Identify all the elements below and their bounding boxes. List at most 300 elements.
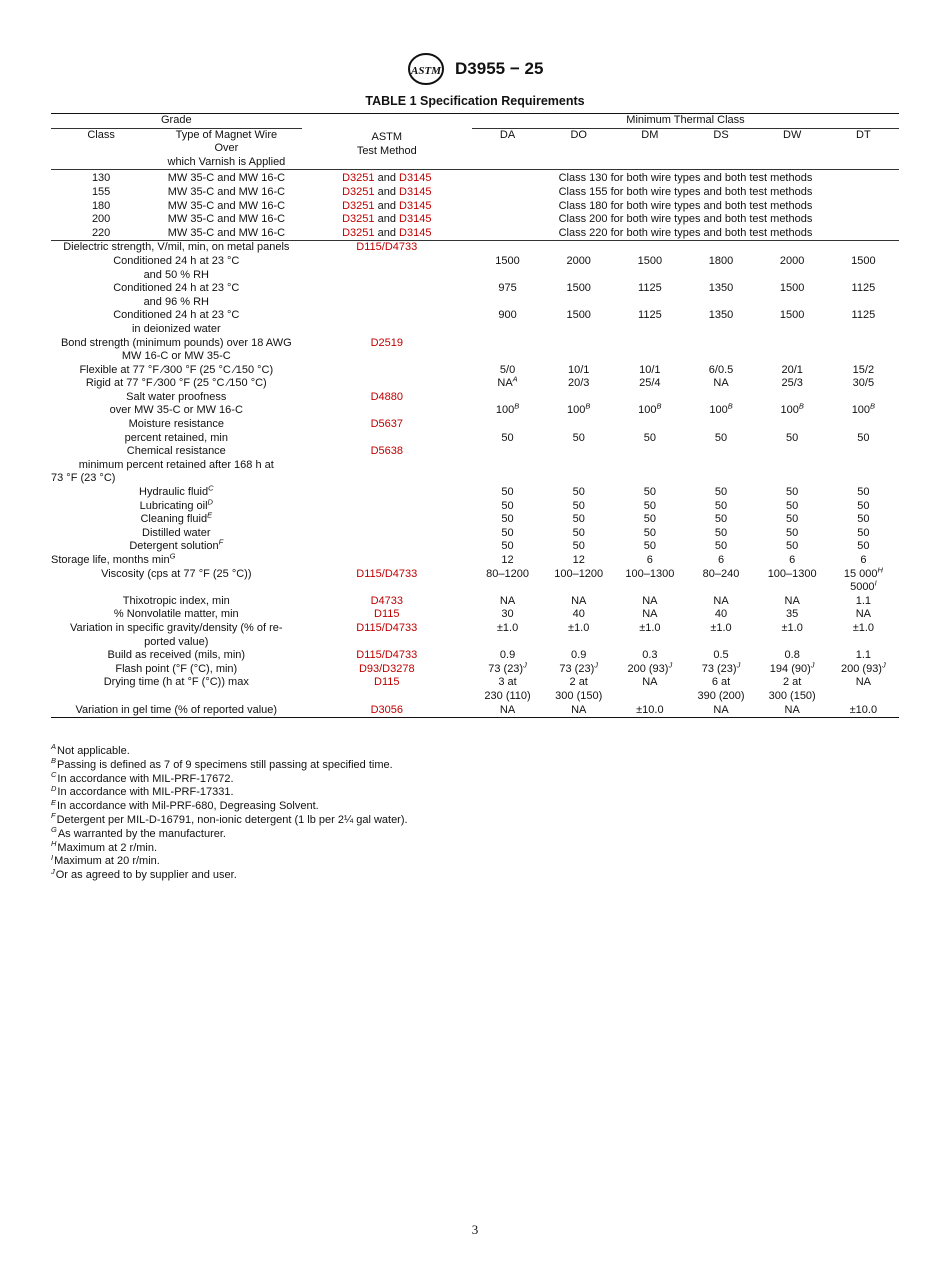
- property-label: [51, 255, 302, 282]
- value-cell: 100–1300: [767, 567, 817, 580]
- method-link[interactable]: D3145: [399, 213, 432, 226]
- value-cell: 1500: [779, 282, 805, 295]
- value-cell: 40: [714, 608, 728, 621]
- method-link[interactable]: D3251: [342, 185, 375, 198]
- value-text: 200 (93): [841, 662, 882, 675]
- wire-type: MW 35-C and MW 16-C: [167, 172, 286, 185]
- value-cell: NA: [713, 703, 729, 716]
- value-cell: NA: [642, 594, 658, 607]
- value-cell: 1350: [708, 282, 734, 295]
- test-methods: [302, 227, 472, 241]
- value-cell: 1800: [708, 254, 734, 267]
- value-cell: 50: [857, 486, 870, 499]
- value-cell: 50: [857, 526, 870, 539]
- value-text: 100: [851, 404, 871, 417]
- value-cell: 50: [572, 499, 585, 512]
- value-cell: 80–240: [702, 567, 740, 580]
- class-row: [51, 170, 899, 186]
- footnote: [51, 797, 408, 814]
- value-cell: 0.9: [571, 649, 587, 662]
- value-cell: 10/1: [567, 363, 590, 376]
- method-link[interactable]: D3251: [342, 199, 375, 212]
- value-text: 15 000: [843, 567, 878, 580]
- value-cell: 25/4: [639, 377, 661, 390]
- value-cell: 50: [857, 513, 870, 526]
- class-description: Class 155 for both wire types and both test methods: [558, 185, 813, 198]
- value-cell: 50: [501, 499, 514, 512]
- label-line: Conditioned 24 h at 23 °C: [113, 309, 240, 322]
- label-text: Cleaning fluid: [140, 513, 208, 526]
- specification-table: [51, 113, 899, 718]
- value-cell: 5/0: [499, 363, 516, 376]
- footnote-ref: H: [877, 564, 883, 574]
- property-row-specific-gravity: [51, 622, 899, 649]
- value-text: 73 (23): [488, 662, 524, 675]
- footnote-ref: C: [208, 483, 214, 493]
- footnote-ref: A: [512, 374, 518, 384]
- value-cell: 50: [572, 486, 585, 499]
- method-link[interactable]: D3056: [370, 703, 403, 716]
- value-cell: 50: [786, 486, 799, 499]
- label-line: Bond strength (minimum pounds) over 18 AWG: [60, 336, 292, 349]
- value-cell: NA: [784, 594, 800, 607]
- value-cell: 50: [786, 513, 799, 526]
- value-line: 390 (200): [697, 689, 745, 702]
- value-cell: 15/2: [852, 363, 875, 376]
- method-link[interactable]: D3145: [399, 199, 432, 212]
- value-cell: [543, 391, 614, 418]
- footnote: [51, 838, 408, 856]
- footnote-text: As warranted by the manufacturer.: [57, 827, 226, 840]
- footnote-text: In accordance with MIL-PRF-17672.: [57, 772, 234, 785]
- property-row-conddw: [51, 309, 899, 336]
- property-row-cond50: [51, 255, 899, 282]
- value-cell: 35: [786, 608, 799, 621]
- value-text: 73 (23): [559, 662, 595, 675]
- value-cell: 1125: [851, 282, 876, 295]
- property-row-rigid: [51, 377, 899, 391]
- value-cell: 50: [714, 486, 728, 499]
- value-cell: 50: [714, 513, 728, 526]
- property-label: [51, 337, 302, 364]
- value-cell: 20/1: [781, 363, 803, 376]
- value-line: 2 at: [782, 676, 802, 689]
- footnote-ref: B: [870, 401, 876, 411]
- value-line: NA: [855, 676, 872, 689]
- method-link[interactable]: D115: [374, 676, 400, 689]
- value-cell: 0.3: [642, 649, 658, 662]
- value-cell: ±1.0: [852, 621, 875, 634]
- class-value: 220: [91, 226, 111, 239]
- method-link[interactable]: D3145: [399, 172, 432, 185]
- value-cell: 1.1: [855, 649, 872, 662]
- label-line: Conditioned 24 h at 23 °C: [113, 282, 240, 295]
- value-cell: 12: [501, 554, 514, 566]
- class-description: Class 220 for both wire types and both test methods: [558, 226, 813, 239]
- value-cell: 1500: [851, 254, 876, 267]
- value-cell: 50: [643, 431, 656, 444]
- header-astm-line1: ASTM: [371, 131, 403, 144]
- value-cell: ±1.0: [781, 621, 803, 634]
- value-cell: ±10.0: [849, 703, 878, 716]
- value-cell: ±1.0: [568, 621, 590, 634]
- label-line: percent retained, min: [124, 431, 228, 444]
- header-grade-do: DO: [570, 128, 587, 141]
- value-cell: 50: [857, 431, 870, 444]
- class-value: 130: [91, 172, 111, 185]
- class-value: 200: [91, 213, 111, 226]
- value-cell: [828, 391, 899, 418]
- value-cell: 100–1200: [554, 567, 604, 580]
- footnote: [51, 756, 408, 773]
- value-cell: 6: [860, 554, 867, 566]
- value-cell: 40: [572, 608, 585, 621]
- value-cell: 50: [643, 526, 656, 539]
- value-cell: 10/1: [639, 363, 661, 376]
- header-grade: Grade: [51, 114, 302, 128]
- class-row: [51, 186, 899, 200]
- value-cell: 50: [643, 513, 656, 526]
- class-row: [51, 227, 899, 241]
- value-cell: [472, 676, 543, 703]
- property-label: [51, 537, 302, 554]
- header-wire-type-line3: which Varnish is Applied: [167, 155, 286, 168]
- footnote-ref: I: [874, 578, 877, 588]
- property-label: [51, 391, 302, 418]
- value-cell: 1125: [851, 309, 876, 322]
- value-cell: 0.9: [499, 649, 516, 662]
- value-cell: [757, 391, 828, 418]
- class-description: Class 130 for both wire types and both test methods: [558, 172, 813, 185]
- footnote-key: E: [51, 797, 57, 807]
- document-designation: D3955 − 25: [455, 59, 544, 78]
- value-text: 73 (23): [701, 662, 737, 675]
- page-header: [0, 52, 950, 86]
- value-text: 194 (90): [769, 662, 811, 675]
- method-link[interactable]: D4733: [370, 594, 403, 607]
- class-row: [51, 213, 899, 227]
- value-cell: 100–1300: [625, 567, 675, 580]
- property-label: [51, 483, 302, 500]
- value-line: 6 at: [711, 676, 731, 689]
- value-line: NA: [642, 676, 658, 689]
- value-cell: 1350: [708, 309, 734, 322]
- wire-type: MW 35-C and MW 16-C: [167, 226, 286, 239]
- value-line: 3 at: [498, 676, 517, 689]
- method-link[interactable]: D115/D4733: [356, 621, 418, 634]
- value-cell: 50: [501, 513, 514, 526]
- footnote-ref: B: [727, 401, 733, 411]
- wire-type: MW 35-C and MW 16-C: [167, 213, 286, 226]
- method-link[interactable]: D3251: [342, 172, 375, 185]
- footnote-key: H: [51, 838, 57, 848]
- value-line: 300 (150): [555, 689, 603, 702]
- value-cell: 6/0.5: [708, 363, 734, 376]
- footnote-text: Detergent per MIL-D-16791, non-ionic detergent (1 lb per 2¼ gal water).: [56, 813, 408, 826]
- footnote-text: In accordance with Mil-PRF-680, Degreasing Solvent.: [57, 800, 319, 813]
- value-cell: [757, 676, 828, 703]
- value-cell: 1500: [566, 309, 591, 322]
- footnote-ref: E: [207, 510, 213, 520]
- property-row-cleaning: [51, 513, 899, 527]
- footnote-text: Not applicable.: [57, 745, 130, 757]
- header-grade-ds: DS: [713, 128, 729, 141]
- label-line: Salt water proofness: [126, 390, 227, 403]
- value-cell: 30: [501, 608, 514, 621]
- property-row-chemical: [51, 445, 899, 486]
- value-cell: 50: [572, 513, 585, 526]
- header-grade-da: DA: [499, 128, 516, 141]
- value-line: 300 (150): [768, 689, 816, 702]
- property-row-viscosity: [51, 568, 899, 595]
- class-value: 180: [91, 199, 111, 212]
- value-cell: 50: [714, 499, 728, 512]
- footnote: [51, 866, 408, 883]
- class-description: Class 180 for both wire types and both test methods: [558, 199, 813, 212]
- value-cell: 50: [572, 431, 585, 444]
- value-cell: 1.1: [855, 594, 872, 607]
- method-link[interactable]: D3251: [342, 213, 375, 226]
- property-label: [51, 418, 302, 445]
- footnote-ref: F: [218, 537, 224, 547]
- label-text: Storage life, months min: [51, 554, 170, 566]
- method-link[interactable]: D115/D4733: [356, 241, 418, 254]
- property-row-storage: [51, 554, 899, 568]
- label-text: Hydraulic fluid: [139, 486, 209, 499]
- value-cell: 1125: [638, 282, 662, 295]
- property-label: Variation in gel time (% of reported value): [75, 703, 278, 716]
- value-cell: 50: [714, 540, 728, 553]
- value-cell: 50: [501, 540, 514, 553]
- footnote-ref: B: [798, 401, 804, 411]
- property-row-thixotropic: [51, 595, 899, 609]
- value-cell: NA: [571, 594, 587, 607]
- value-cell: 50: [572, 540, 585, 553]
- value-cell: [828, 660, 899, 677]
- value-cell: NA: [499, 594, 516, 607]
- value-cell: 50: [786, 431, 799, 444]
- header-min-thermal-class: Minimum Thermal Class: [472, 114, 899, 128]
- header-grade-dm: DM: [641, 128, 659, 141]
- property-row-cond96: [51, 282, 899, 309]
- method-link[interactable]: D115/D4733: [356, 649, 418, 662]
- property-row-bond: [51, 337, 899, 364]
- value-cell: 1125: [638, 309, 662, 322]
- footnote-ref: J: [881, 660, 886, 670]
- method-link[interactable]: D5638: [370, 445, 403, 458]
- property-row-moisture: [51, 418, 899, 445]
- property-row-detergent: [51, 540, 899, 554]
- label-line: over MW 35-C or MW 16-C: [109, 404, 243, 417]
- footnote-text: Or as agreed to by supplier and user.: [55, 869, 237, 882]
- property-label: Build as received (mils, min): [107, 649, 246, 662]
- value-text: 100: [495, 404, 515, 417]
- value-line: 2 at: [569, 676, 588, 689]
- property-label: [51, 309, 302, 336]
- value-cell: 50: [714, 526, 728, 539]
- property-label: % Nonvolatile matter, min: [113, 608, 239, 621]
- footnote-ref: J: [594, 660, 598, 670]
- value-cell: [685, 660, 756, 677]
- label-line: Chemical resistance: [126, 445, 226, 458]
- header-grade-dw: DW: [783, 128, 802, 141]
- value-cell: 2000: [566, 254, 591, 267]
- footnote: [51, 783, 408, 800]
- property-label: [51, 496, 302, 514]
- value-cell: 1500: [566, 282, 591, 295]
- value-cell: 25/3: [781, 377, 803, 390]
- method-link[interactable]: D115: [374, 608, 400, 621]
- page-number: 3: [471, 1222, 479, 1237]
- value-cell: ±1.0: [496, 621, 519, 634]
- class-value: 155: [91, 185, 111, 198]
- label-line: Moisture resistance: [128, 418, 224, 431]
- method-link[interactable]: D3145: [399, 185, 432, 198]
- value-cell: ±1.0: [710, 621, 732, 634]
- label-line: and 50 % RH: [143, 268, 209, 281]
- footnote-ref: B: [656, 401, 662, 411]
- method-link[interactable]: D3145: [399, 226, 432, 239]
- method-link[interactable]: D4880: [370, 390, 403, 403]
- property-label: Dielectric strength, V/mil, min, on metal panels: [63, 241, 290, 254]
- value-cell: 80–1200: [486, 567, 529, 580]
- value-cell: 50: [501, 526, 514, 539]
- footnote-key: C: [51, 769, 57, 779]
- value-text: 100: [638, 404, 657, 417]
- method-link[interactable]: D2519: [370, 336, 403, 349]
- value-cell: 1500: [637, 254, 663, 267]
- value-cell: 1500: [495, 254, 520, 267]
- value-cell: 50: [786, 499, 799, 512]
- property-row-salt-water: [51, 391, 899, 418]
- value-cell: 30/5: [852, 377, 875, 390]
- value-cell: NA: [784, 703, 800, 716]
- property-label: Viscosity (cps at 77 °F (25 °C)): [101, 567, 252, 580]
- property-label: Drying time (h at °F (°C)) max: [103, 676, 249, 689]
- value-cell: 50: [572, 526, 585, 539]
- property-label: [51, 551, 302, 568]
- footnote-ref: G: [169, 551, 176, 561]
- footnote-key: D: [51, 783, 57, 793]
- header-wire-type-line1: Type of Magnet Wire: [175, 128, 278, 141]
- value-cell: [685, 391, 756, 418]
- value-cell: [614, 391, 685, 418]
- value-cell: 50: [643, 540, 656, 553]
- method-link[interactable]: D3251: [342, 226, 375, 239]
- value-cell: 6: [789, 554, 796, 566]
- value-cell: [828, 564, 899, 595]
- method-link[interactable]: D5637: [370, 418, 403, 431]
- value-text: 100: [709, 404, 728, 417]
- label-line: in deionized water: [131, 322, 221, 335]
- property-row-hydraulic: [51, 486, 899, 500]
- footnote-ref: J: [523, 660, 527, 670]
- class-row: [51, 200, 899, 214]
- value-text: 100: [567, 404, 586, 417]
- wire-type: MW 35-C and MW 16-C: [167, 185, 286, 198]
- header-astm-line2: Test Method: [356, 144, 417, 157]
- footnote: [51, 852, 408, 869]
- value-cell: 6: [646, 554, 653, 566]
- property-row-distilled: [51, 527, 899, 541]
- property-label: Flash point (°F (°C), min): [115, 662, 238, 675]
- value-cell: 50: [643, 486, 656, 499]
- label-text: Lubricating oil: [139, 499, 208, 512]
- property-label: Rigid at 77 °F ⁄300 °F (25 °C ⁄150 °C): [85, 377, 267, 390]
- footnote-key: F: [51, 811, 56, 821]
- footnote-ref: D: [207, 496, 213, 506]
- value-cell: 50: [501, 486, 514, 499]
- label-line: Conditioned 24 h at 23 °C: [113, 254, 240, 267]
- header-wire-type-line2: Over: [214, 142, 239, 155]
- label-line: Variation in specific gravity/density (% of re-: [70, 621, 283, 634]
- value-cell: 1500: [779, 309, 805, 322]
- footnote: [51, 825, 408, 842]
- label-line: 73 °F (23 °C): [51, 472, 116, 485]
- value-cell: 50: [714, 431, 728, 444]
- table-title: TABLE 1 Specification Requirements: [365, 94, 585, 108]
- property-label: [51, 282, 302, 309]
- value-cell: NA: [855, 608, 872, 621]
- test-methods: [302, 186, 472, 200]
- test-methods: [302, 170, 472, 186]
- footnote: [51, 769, 408, 787]
- method-conjunction: and: [377, 172, 396, 185]
- value-cell: 50: [501, 431, 514, 444]
- value-cell: [543, 660, 614, 677]
- property-label: Flexible at 77 °F ⁄300 °F (25 °C ⁄150 °C): [79, 363, 274, 376]
- property-label: Thixotropic index, min: [122, 594, 230, 607]
- footnote-text: Passing is defined as 7 of 9 specimens still passing at specified time.: [57, 758, 393, 771]
- value-cell: [472, 391, 543, 418]
- value-cell: [543, 676, 614, 703]
- property-label: Distilled water: [142, 526, 211, 539]
- value-text: 100: [780, 404, 799, 417]
- value-cell: 6: [717, 554, 725, 566]
- value-cell: [472, 374, 543, 391]
- method-link[interactable]: D115/D4733: [356, 567, 418, 580]
- value-line: 230 (110): [484, 689, 531, 702]
- footnote: [51, 811, 408, 828]
- property-row-flash-point: [51, 663, 899, 677]
- value-cell: NA: [642, 608, 658, 621]
- footnote-text: Maximum at 2 r/min.: [57, 841, 158, 854]
- header-grade-dt: DT: [856, 128, 871, 141]
- wire-type: MW 35-C and MW 16-C: [167, 199, 286, 212]
- value-cell: 0.8: [784, 649, 800, 662]
- method-conjunction: and: [377, 185, 396, 198]
- label-line: minimum percent retained after 168 h at: [78, 458, 274, 471]
- value-cell: NA: [571, 703, 587, 716]
- value-cell: 50: [643, 499, 656, 512]
- method-link[interactable]: D93/D3278: [358, 662, 415, 675]
- value-cell: NA: [499, 703, 516, 716]
- test-methods: [302, 213, 472, 227]
- property-row-lubricating: [51, 500, 899, 514]
- property-row-dielectric: [51, 241, 899, 255]
- value-cell: ±10.0: [636, 703, 664, 716]
- property-label: [51, 510, 302, 527]
- value-cell: 0.5: [713, 649, 729, 662]
- value-cell: 975: [498, 282, 517, 295]
- value-cell: 50: [786, 526, 799, 539]
- property-label: [51, 445, 302, 486]
- value-cell: [757, 660, 828, 677]
- property-row-drying-time: [51, 676, 899, 703]
- footnote: [51, 742, 408, 759]
- footnote-key: B: [51, 756, 57, 766]
- footnote-ref: B: [514, 401, 520, 411]
